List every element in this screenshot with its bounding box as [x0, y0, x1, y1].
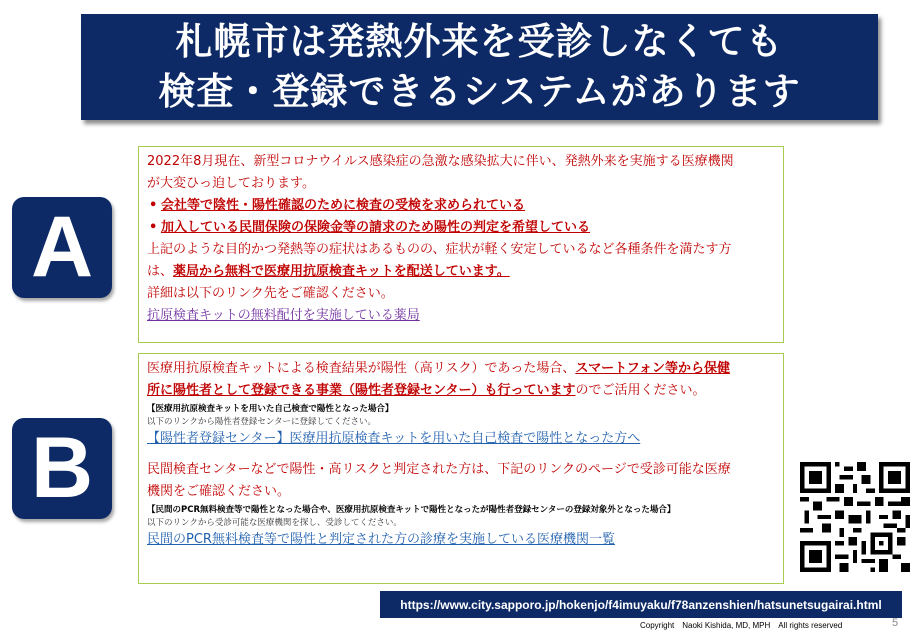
- section-b-line-2: [147, 380, 775, 402]
- section-b-note-2-text: 以下のリンクから受診可能な医療機関を探し、受診してください。: [147, 518, 402, 528]
- section-b-note-2-heading: 【民間のPCR無料検査等で陽性となった場合や、医療用抗原検査キットで陽性となったが陽性者登録センターの登録対象外となった場合】: [147, 505, 676, 515]
- qr-code-icon[interactable]: [800, 462, 910, 572]
- page-number: 5: [892, 617, 899, 629]
- section-b-note-1-text: 以下のリンクから陽性者登録センターに登録してください。: [147, 417, 376, 427]
- section-b-line-2-plain: のでご活用ください。: [575, 383, 706, 398]
- slide-title: [81, 14, 878, 120]
- title-line-1: 札幌市は発熱外来を受診しなくても: [175, 20, 784, 63]
- positive-registration-link[interactable]: 【陽性者登録センター】医療用抗原検査キットを用いた自己検査で陽性となった方へ: [147, 431, 641, 446]
- section-b-line-1-plain: 医療用抗原検査キットによる検査結果が陽性（高リスク）であった場合、: [147, 361, 576, 376]
- section-b-para-2-line-1: 民間検査センターなどで陽性・高リスクと判定された方は、下記のリンクのページで受診可能な医療: [147, 462, 731, 477]
- section-a-intro-1: 2022年8月現在、新型コロナウイルス感染症の急激な感染拡大に伴い、発熱外来を実施する医療機関: [147, 154, 734, 169]
- section-b-line-1-bold: スマートフォン等から保健: [575, 361, 731, 376]
- section-b-line-1: [147, 358, 775, 380]
- section-b-note-1-heading: 【医療用抗原検査キットを用いた自己検査で陽性となった場合】: [147, 404, 394, 414]
- medical-institutions-link[interactable]: 民間のPCR無料検査等で陽性と判定された方の診療を実施している医療機関一覧: [147, 532, 615, 547]
- copyright-text: Copyright Naoki Kishida, MD, MPH All rights reserved: [640, 621, 843, 630]
- section-a-intro-2: が大変ひっ迫しております。: [147, 176, 315, 191]
- section-b-box: [138, 353, 784, 584]
- section-b-para-2-line-2: 機関をご確認ください。: [147, 484, 291, 499]
- badge-b: B: [12, 418, 112, 519]
- reference-url[interactable]: https://www.city.sapporo.jp/hokenjo/f4imuyaku/f78anzenshien/hatsunetsugairai.html: [380, 591, 902, 618]
- title-line-2: 検査・登録できるシステムがあります: [158, 70, 801, 113]
- section-a-details: 詳細は以下のリンク先をご確認ください。: [147, 286, 394, 301]
- section-a-body-2-bold: 薬局から無料で医療用抗原検査キットを配送しています。: [173, 264, 510, 279]
- section-a-body-2: [147, 261, 775, 283]
- badge-a: A: [12, 197, 112, 298]
- section-a-bullet-2: • 加入している民間保険の保険金等の請求のため陽性の判定を希望している: [147, 217, 775, 239]
- pharmacy-kit-link[interactable]: 抗原検査キットの無料配付を実施している薬局: [147, 308, 420, 323]
- section-a-box: [138, 146, 784, 343]
- section-b-line-2-bold: 所に陽性者として登録できる事業（陽性者登録センター）も行っています: [147, 383, 576, 398]
- section-a-body-2-prefix: は、: [147, 264, 174, 279]
- section-a-bullet-1: • 会社等で陰性・陽性確認のために検査の受検を求められている: [147, 195, 775, 217]
- section-a-body-1: 上記のような目的かつ発熱等の症状はあるものの、症状が軽く安定しているなど各種条件を満たす方: [147, 242, 732, 257]
